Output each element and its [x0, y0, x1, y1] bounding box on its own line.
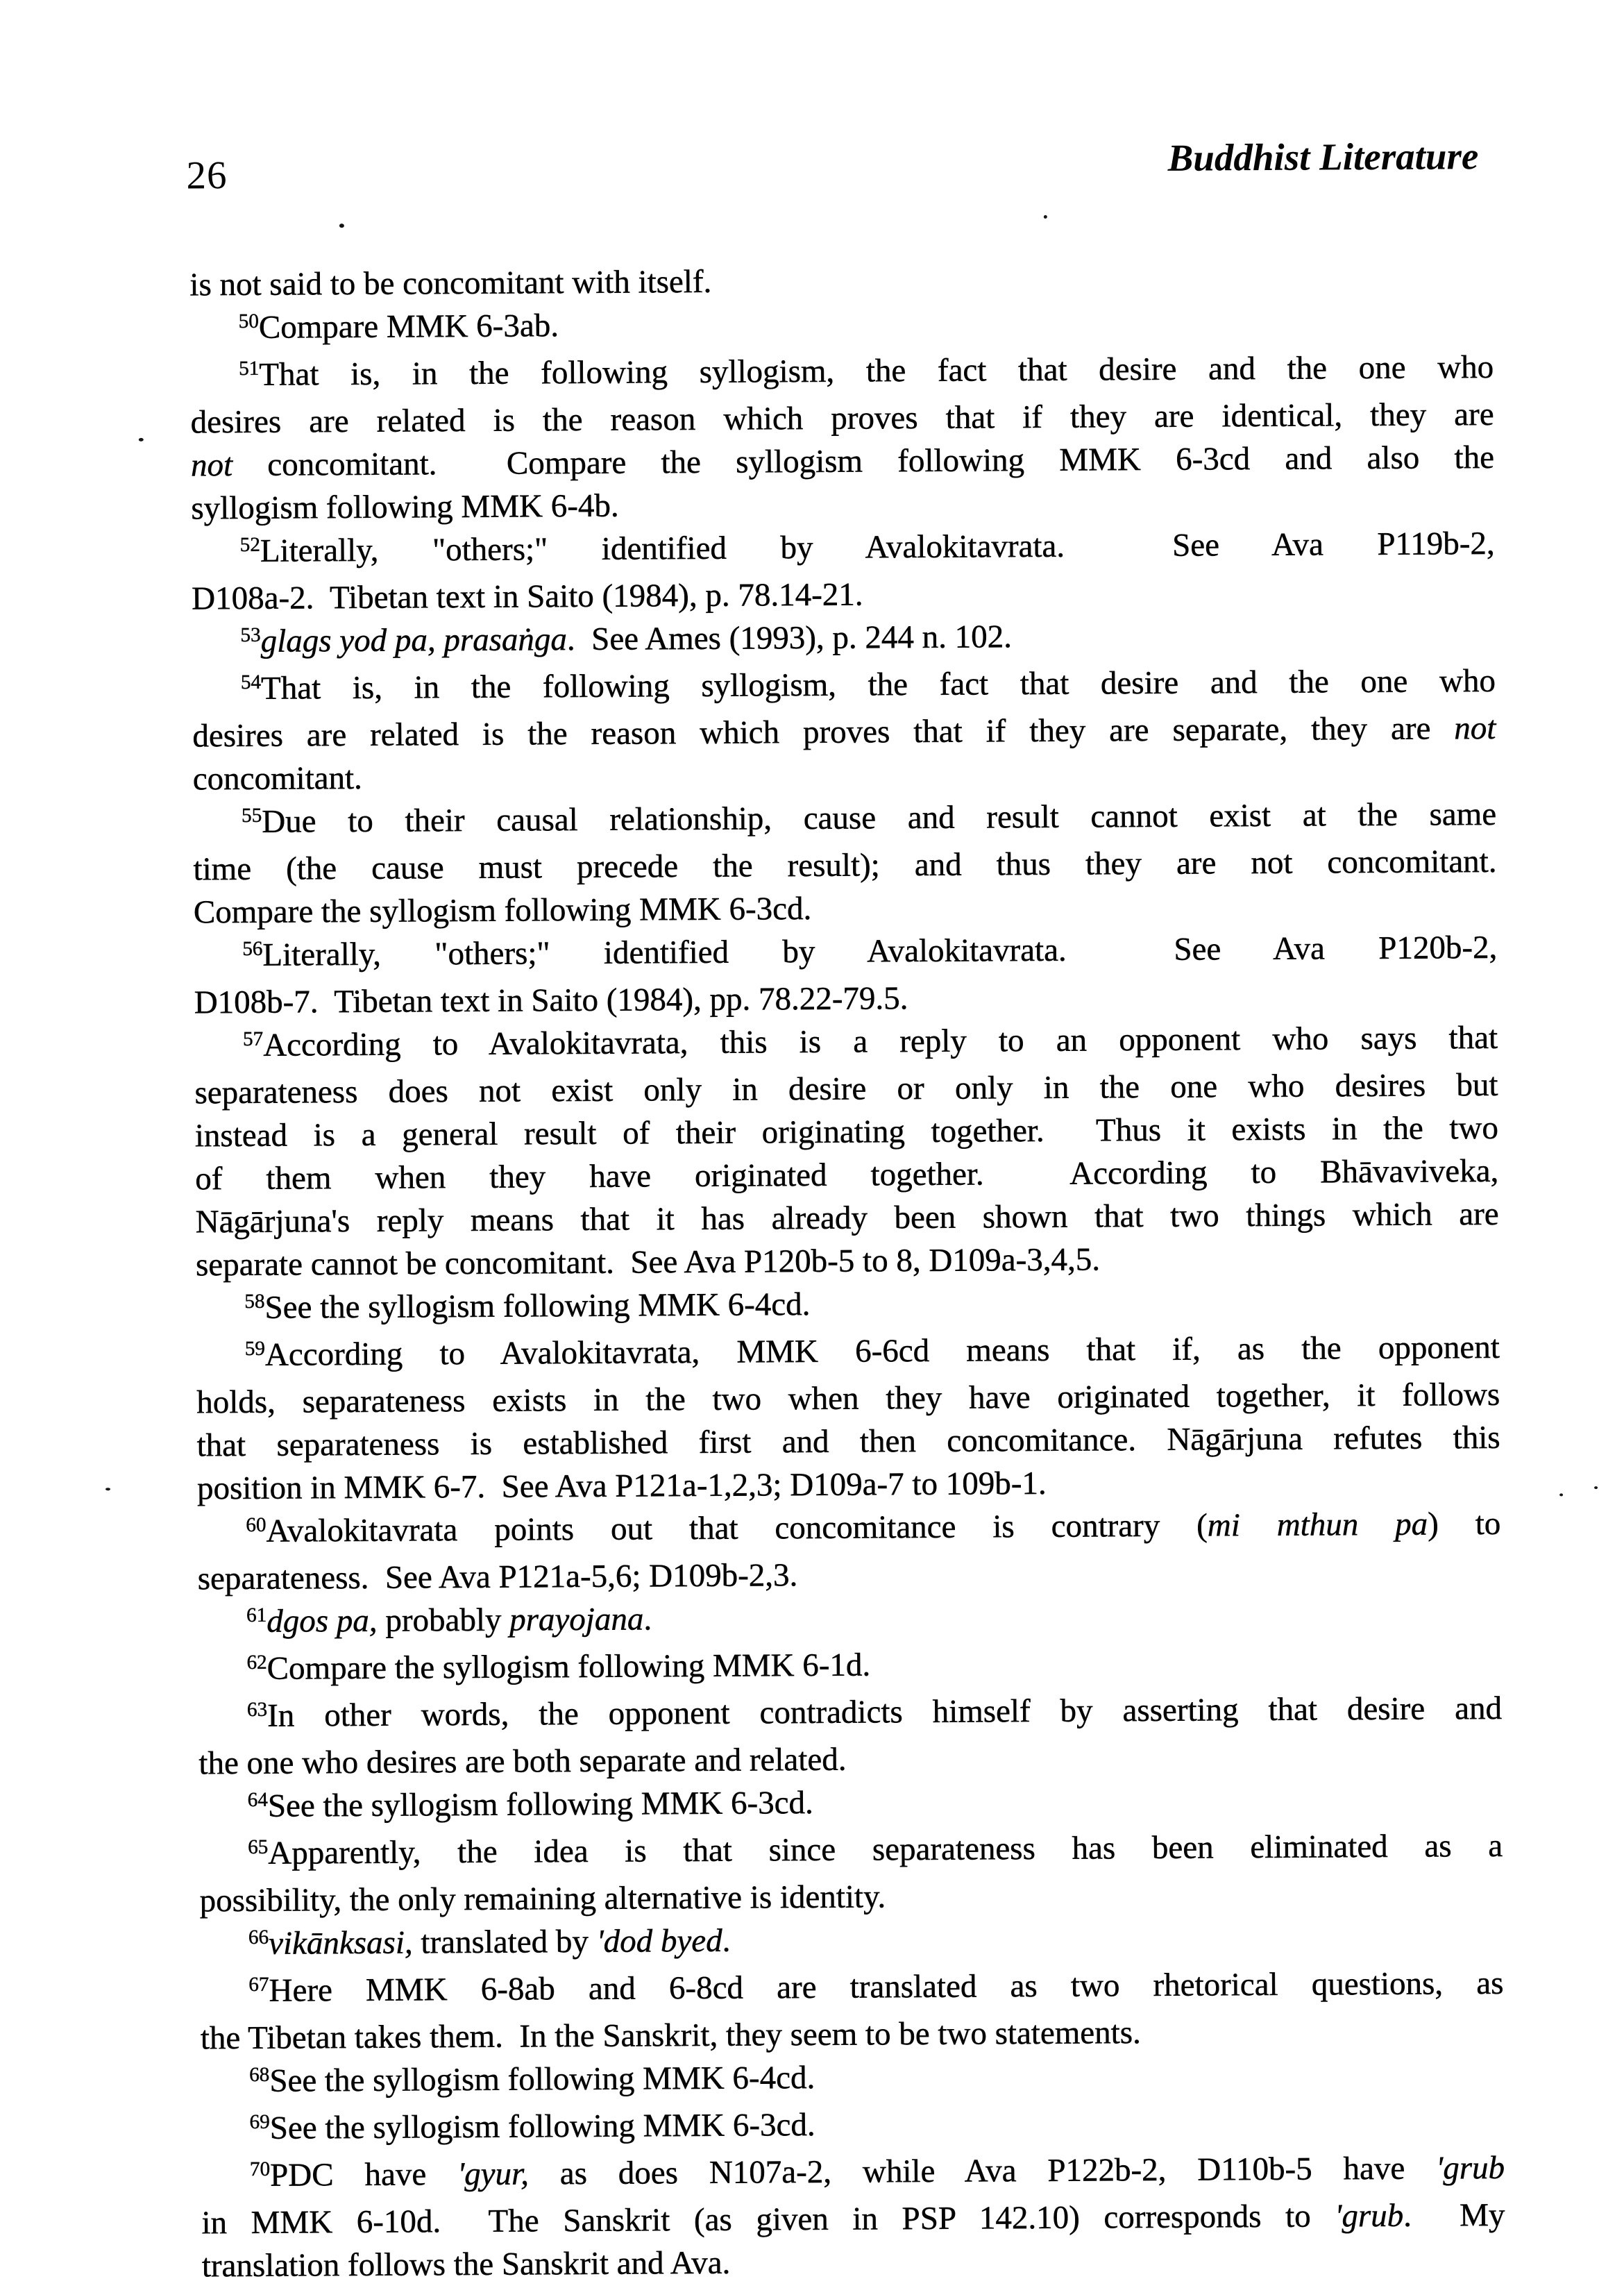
text-run: Apparently, the idea is that since separateness has been eliminated as a — [268, 1827, 1503, 1871]
footnote-number: 54 — [240, 671, 262, 693]
text-run: concomitant. — [192, 759, 362, 798]
italic-text: not — [190, 447, 233, 484]
text-line — [198, 1592, 1501, 1647]
text-run: According to Avalokitavrata, MMK 6-6cd means that if, as the opponent — [264, 1329, 1500, 1373]
text-line — [200, 1962, 1503, 2017]
italic-text: not — [1454, 709, 1496, 747]
italic-text: prayojana — [509, 1601, 644, 1638]
text-run: translation follows the Sanskrit and Ava. — [201, 2244, 731, 2285]
text-line — [190, 346, 1494, 401]
text-line — [196, 1326, 1500, 1381]
text-run: See the syllogism following MMK 6-3cd. — [267, 1785, 813, 1824]
text-run: Compare the syllogism following MMK 6-1d. — [267, 1647, 871, 1687]
text-line — [193, 840, 1496, 891]
footnote-number: 62 — [246, 1651, 267, 1674]
text-run: as does N107a-2, while Ava P122b-2, D110b-5 have — [528, 2150, 1437, 2192]
text-run: is not said to be concomitant with itself. — [189, 263, 712, 303]
text-run: PDC have — [270, 2156, 458, 2194]
text-run: . See Ames (1993), p. 244 n. 102. — [566, 619, 1013, 658]
footnote-number: 64 — [247, 1788, 268, 1811]
text-line — [195, 1193, 1498, 1243]
text-line — [201, 2194, 1505, 2244]
text-line — [202, 2237, 1505, 2287]
scan-speck — [339, 224, 344, 228]
running-header: Buddhist Literature — [1167, 135, 1479, 179]
text-run: Literally, "others;" identified by Avalokitavrata. See Ava P120b-2, — [262, 929, 1498, 973]
text-run: instead is a general result of their originating together. Thus it exists in the two — [194, 1109, 1499, 1154]
text-line — [189, 255, 1493, 306]
text-run: holds, separateness exists in the two when they have originated together, it follows — [196, 1376, 1500, 1421]
text-line — [190, 393, 1494, 444]
text-line — [198, 1640, 1501, 1694]
text-line — [192, 612, 1495, 667]
text-line — [201, 2099, 1504, 2154]
text-line — [197, 1459, 1500, 1510]
text-run: Compare MMK 6-3ab. — [258, 308, 559, 346]
footnote-number: 56 — [242, 937, 263, 960]
text-run: separateness does not exist only in desire or only in the one who desires but — [194, 1066, 1498, 1111]
text-line — [194, 883, 1497, 934]
text-run: in MMK 6-10d. The Sanskrit (as given in PSP 142.10) corresponds to — [201, 2198, 1335, 2241]
footnote-number: 70 — [249, 2157, 271, 2180]
text-line — [192, 522, 1495, 577]
footnote-number: 65 — [248, 1835, 269, 1858]
text-run: Nāgārjuna's reply means that it has already been shown that two things which are — [195, 1195, 1499, 1240]
italic-text: 'dod byed — [596, 1922, 722, 1960]
text-run: desires are related is the reason which proves that if they are separate, they are — [192, 710, 1455, 755]
text-line — [199, 1777, 1503, 1832]
text-run: That is, in the following syllogism, the fact that desire and the one who — [260, 662, 1496, 707]
text-run: In other words, the opponent contradicts himself by asserting that desire and — [267, 1690, 1503, 1734]
text-line — [198, 1549, 1501, 1600]
text-run: See the syllogism following MMK 6-3cd. — [269, 2106, 815, 2146]
text-run: desires are related is the reason which proves that if they are identical, they are — [190, 396, 1494, 441]
text-run: separate cannot be concomitant. See Ava P120b-5 to 8, D109a-3,4,5. — [195, 1241, 1101, 1284]
text-line — [201, 2052, 1504, 2107]
text-run: ) to — [1428, 1505, 1501, 1542]
text-line — [196, 1236, 1499, 1286]
text-line — [192, 659, 1496, 714]
text-run: That is, in the following syllogism, the fact that desire and the one who — [259, 348, 1494, 393]
scan-speck — [139, 438, 144, 441]
footnote-number: 69 — [249, 2110, 270, 2133]
text-run: Avalokitavrata points out that concomitance is contrary ( — [266, 1507, 1208, 1549]
text-line — [198, 1734, 1502, 1785]
footnote-number: 52 — [239, 533, 260, 556]
italic-text: glags yod pa, prasaṅga — [260, 621, 568, 659]
text-run: syllogism following MMK 6-4b. — [191, 487, 619, 527]
text-run: the Tibetan takes them. In the Sanskrit, they seem to be two statements. — [200, 2014, 1141, 2057]
scan-speck — [1044, 215, 1047, 219]
text-line — [194, 973, 1498, 1024]
text-line — [199, 1824, 1503, 1879]
italic-text: 'grub — [1436, 2149, 1505, 2187]
italic-text: vikānksasi, — [268, 1924, 413, 1962]
text-run: the one who desires are both separate and related. — [198, 1741, 847, 1782]
text-line — [190, 298, 1494, 353]
text-line — [193, 750, 1496, 800]
footnote-number: 50 — [238, 310, 259, 333]
footnote-number: 66 — [248, 1926, 269, 1949]
text-run: Due to their causal relationship, cause and result cannot exist at the same — [262, 796, 1497, 840]
text-line — [195, 1150, 1498, 1200]
scan-speck — [1594, 1486, 1598, 1489]
footnotes-block — [189, 255, 1505, 2287]
text-line — [192, 569, 1495, 620]
text-line — [199, 1871, 1503, 1922]
footnote-number: 59 — [244, 1337, 266, 1360]
text-line — [201, 2009, 1504, 2060]
text-run: D108a-2. Tibetan text in Saito (1984), p. 78.14-21. — [192, 576, 863, 617]
text-run: time (the cause must precede the result); and thus they are not concomitant. — [193, 843, 1497, 888]
footnote-number: 63 — [246, 1698, 268, 1721]
text-run: translated by — [412, 1923, 597, 1961]
footnote-number: 60 — [246, 1513, 267, 1536]
text-run: Compare the syllogism following MMK 6-3cd. — [193, 890, 812, 931]
text-run: position in MMK 6-7. See Ava P121a-1,2,3; D109a-7 to 109b-1. — [196, 1465, 1047, 1507]
text-run: D108b-7. Tibetan text in Saito (1984), pp. 78.22-79.5. — [194, 980, 908, 1021]
italic-text: 'gyur, — [457, 2155, 530, 2193]
text-line — [201, 2146, 1505, 2201]
text-line — [193, 793, 1496, 848]
text-line — [191, 436, 1494, 487]
italic-text: dgos pa, — [267, 1602, 378, 1640]
text-run: . — [722, 1922, 731, 1959]
text-line — [198, 1687, 1502, 1742]
text-run: See the syllogism following MMK 6-4cd. — [269, 2059, 815, 2099]
scan-speck — [1559, 1493, 1563, 1496]
italic-text: mi mthun pa — [1207, 1506, 1428, 1544]
text-run: . My — [1403, 2196, 1505, 2234]
text-line — [196, 1416, 1500, 1467]
text-run: Here MMK 6-8ab and 6-8cd are translated as two rhetorical questions, as — [269, 1965, 1504, 2009]
text-line — [194, 926, 1497, 981]
text-run: of them when they have originated together. According to Bhāvaviveka, — [195, 1152, 1499, 1197]
text-run: See the syllogism following MMK 6-4cd. — [264, 1286, 811, 1326]
text-run: Literally, "others;" identified by Avalokitavrata. See Ava P119b-2, — [260, 525, 1495, 569]
footnote-number: 68 — [249, 2063, 270, 2086]
text-run: separateness. See Ava P121a-5,6; D109b-2,3. — [197, 1557, 798, 1597]
italic-text: 'grub — [1335, 2197, 1404, 2235]
footnote-number: 61 — [246, 1604, 267, 1626]
page-number: 26 — [186, 153, 228, 198]
text-line — [195, 1107, 1498, 1157]
footnote-number: 51 — [239, 357, 260, 380]
footnote-number: 53 — [240, 623, 261, 646]
text-run: that separateness is established first and then concomitance. Nāgārjuna refutes this — [196, 1419, 1500, 1464]
text-line — [194, 1063, 1498, 1114]
text-run: probably — [377, 1601, 510, 1639]
text-line — [200, 1915, 1503, 1969]
text-line — [197, 1502, 1500, 1557]
text-run: . — [643, 1601, 652, 1638]
scan-noise-layer — [0, 0, 1616, 5]
footnote-number: 58 — [244, 1290, 265, 1313]
text-line — [191, 479, 1494, 530]
text-run: According to Avalokitavrata, this is a reply to an opponent who says that — [263, 1019, 1498, 1063]
footnote-number: 55 — [241, 804, 262, 827]
footnote-number: 67 — [248, 1973, 269, 1996]
text-run: concomitant. Compare the syllogism following MMK 6-3cd and also the — [232, 439, 1495, 484]
scan-speck — [105, 1488, 110, 1490]
text-line — [192, 707, 1496, 757]
text-run: possibility, the only remaining alternative is identity. — [199, 1878, 886, 1919]
text-line — [196, 1279, 1499, 1334]
footnote-number: 57 — [242, 1027, 264, 1050]
text-line — [196, 1373, 1500, 1424]
text-line — [194, 1016, 1498, 1071]
